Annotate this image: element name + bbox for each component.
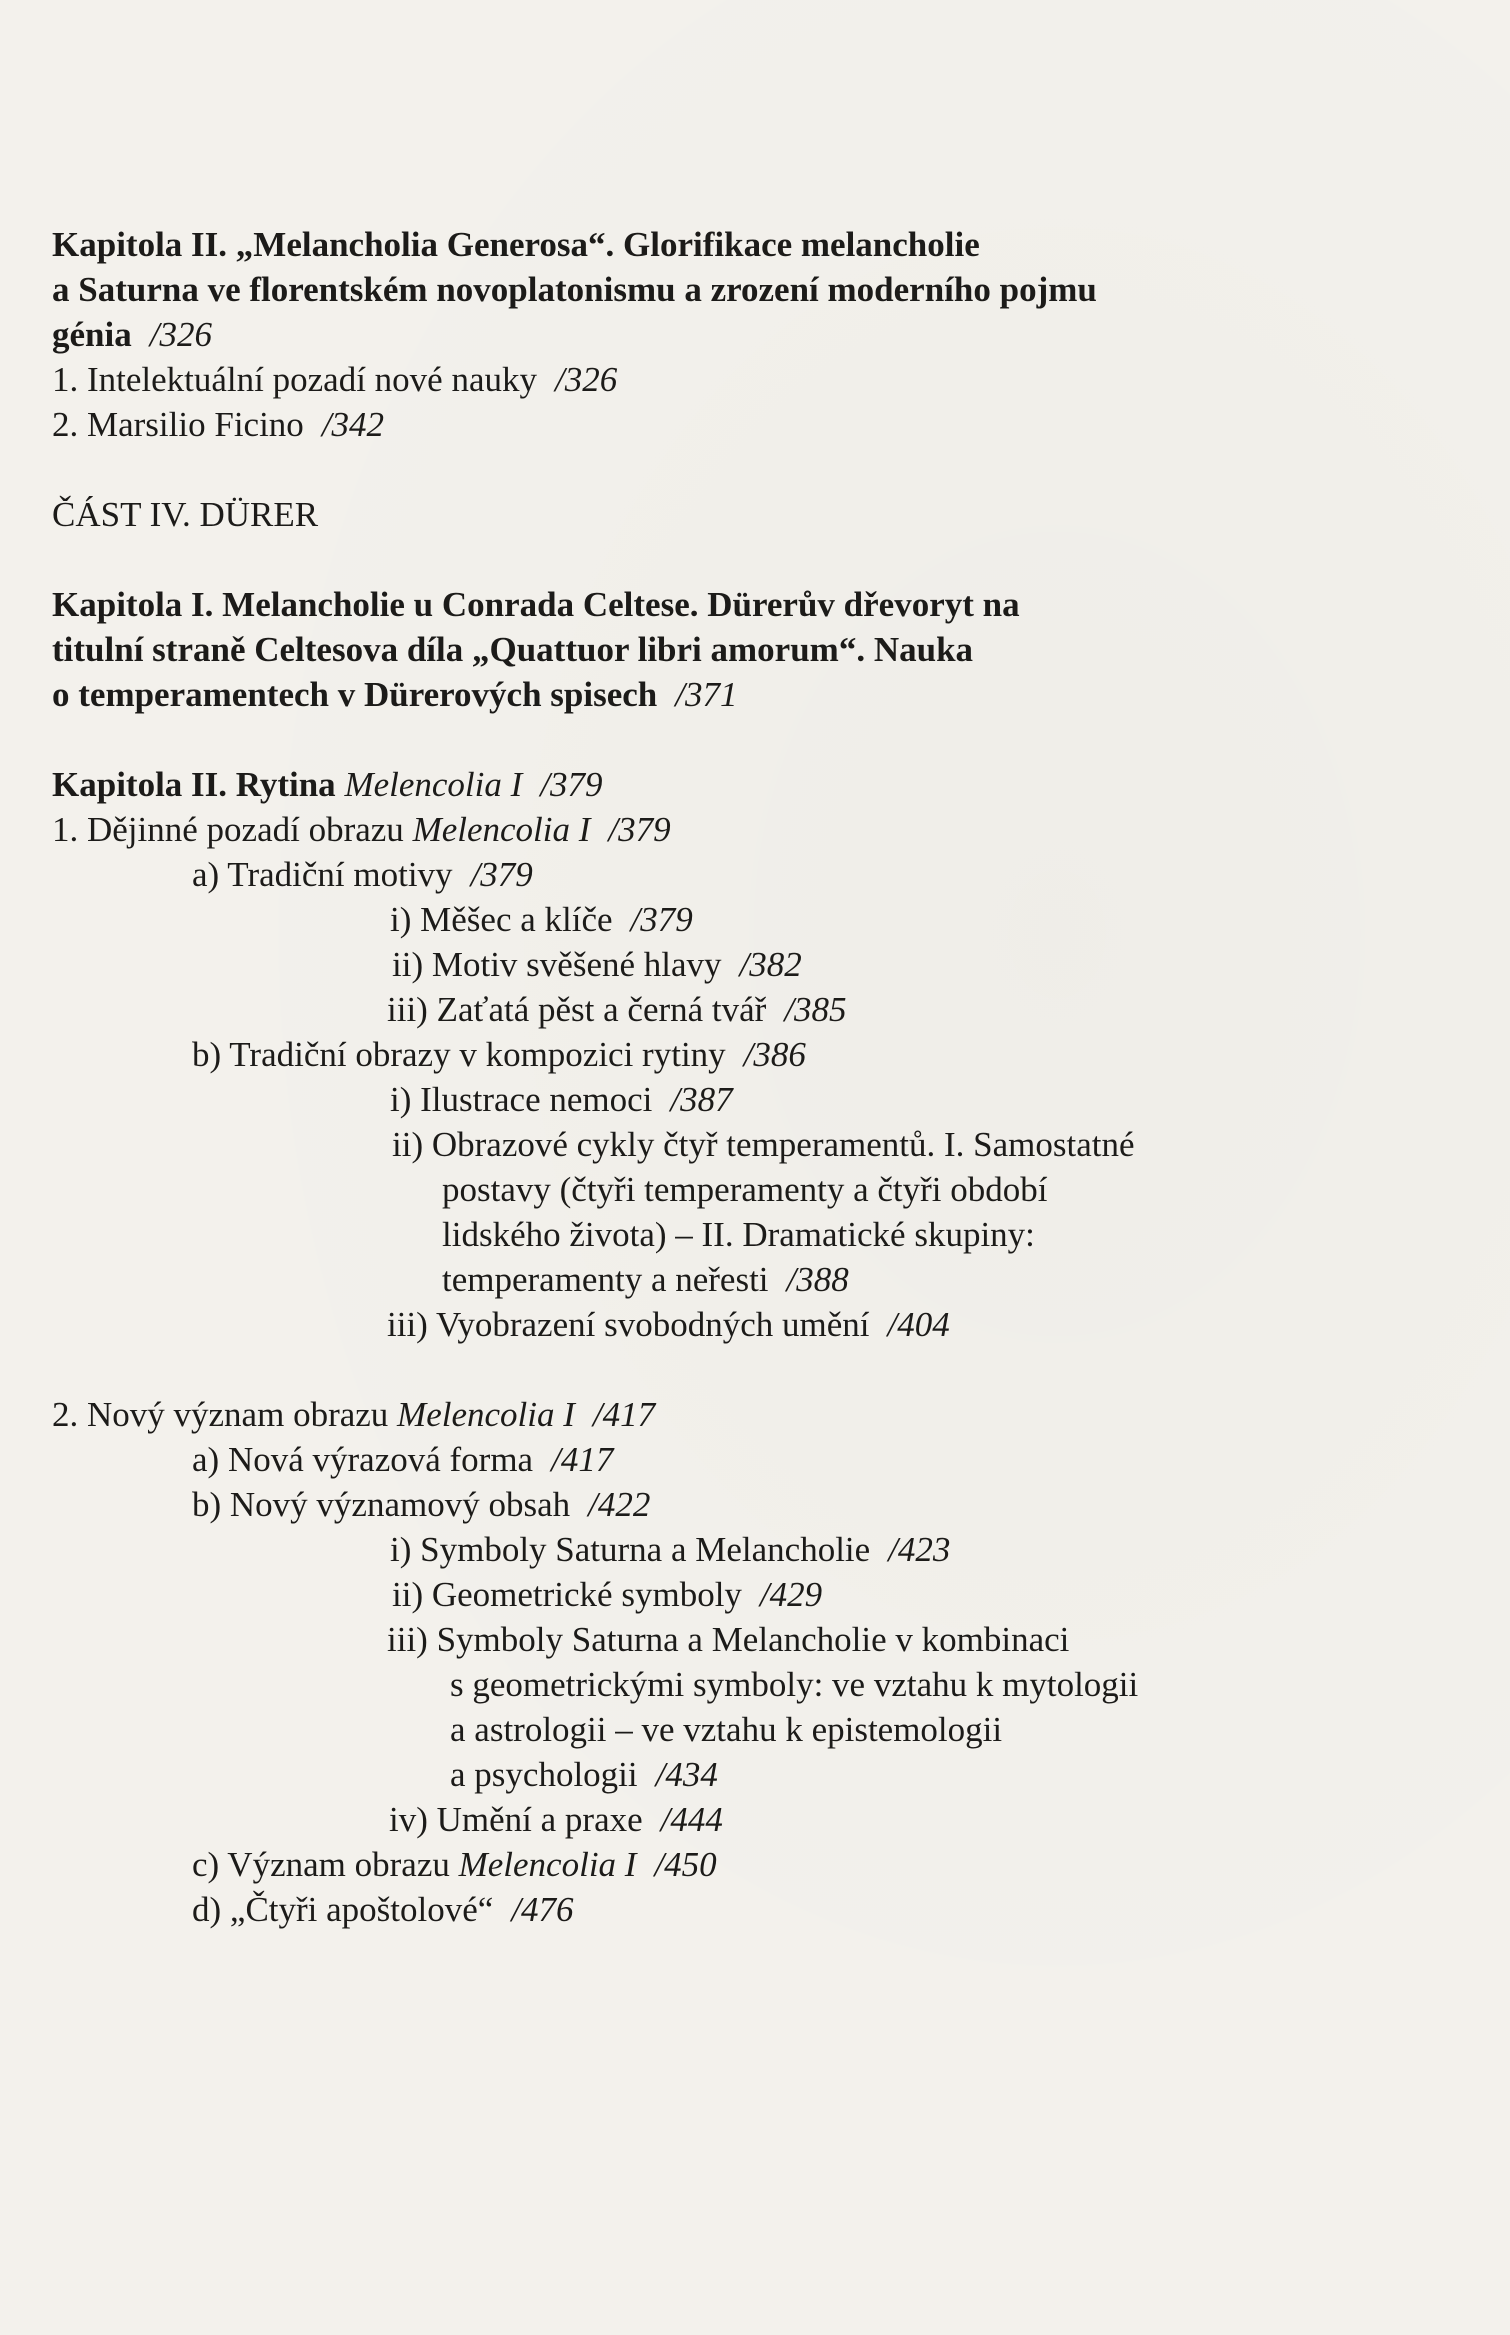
chapter-title-line	[52, 762, 1312, 807]
page-number: /326	[149, 315, 212, 354]
page-number: /423	[888, 1530, 951, 1569]
page-number: /382	[739, 945, 802, 984]
chapter-title-text: génia	[52, 315, 132, 354]
toc-entry	[52, 987, 1312, 1032]
entry-label: iii) Symboly Saturna a Melancholie v kombinaci	[387, 1620, 1070, 1659]
toc-entry	[52, 1842, 1312, 1887]
chapter-title-text: a Saturna ve florentském novoplatonismu a zrození moderního pojmu	[52, 270, 1097, 309]
toc-entry	[52, 897, 1312, 942]
spacer	[52, 447, 1312, 492]
toc-entry-continuation	[52, 1212, 1312, 1257]
toc-entry	[52, 1077, 1312, 1122]
entry-label: b) Tradiční obrazy v kompozici rytiny	[192, 1035, 726, 1074]
page-number: /379	[470, 855, 533, 894]
artwork-title: Melencolia I	[412, 810, 591, 849]
entry-label: 2. Marsilio Ficino	[52, 405, 304, 444]
page-number: /371	[675, 675, 738, 714]
entry-label: s geometrickými symboly: ve vztahu k mytologii	[450, 1665, 1139, 1704]
toc-entry	[52, 1482, 1312, 1527]
spacer	[52, 1347, 1312, 1392]
toc-entry	[52, 1437, 1312, 1482]
entry-label: iii) Vyobrazení svobodných umění	[387, 1305, 870, 1344]
page-number: /379	[630, 900, 693, 939]
entry-label: d) „Čtyři apoštolové“	[192, 1890, 494, 1929]
part-heading	[52, 492, 1312, 537]
toc-entry	[52, 1122, 1312, 1167]
page-number: /417	[592, 1395, 656, 1434]
entry-label: a) Nová výrazová forma	[192, 1440, 534, 1479]
toc-entry	[52, 1572, 1312, 1617]
chapter-title-line	[52, 267, 1312, 312]
page-number: /429	[759, 1575, 823, 1614]
entry-label: ii) Obrazové cykly čtyř temperamentů. I. Samostatné	[392, 1125, 1135, 1164]
page-number: /450	[654, 1845, 717, 1884]
toc-entry-continuation	[52, 1167, 1312, 1212]
chapter-title-line	[52, 582, 1312, 627]
spacer	[52, 537, 1312, 582]
artwork-title: Melencolia I	[344, 765, 523, 804]
chapter-title-text: Kapitola I. Melancholie u Conrada Celtese. Dürerův dřevoryt na	[52, 585, 1020, 624]
page-number: /386	[743, 1035, 806, 1074]
entry-label: a) Tradiční motivy	[192, 855, 453, 894]
page-number: /379	[608, 810, 671, 849]
entry-label: ii) Motiv svěšené hlavy	[392, 945, 722, 984]
page-number: /387	[670, 1080, 733, 1119]
chapter-title-line	[52, 627, 1312, 672]
page-number: /379	[540, 765, 603, 804]
entry-label: i) Symboly Saturna a Melancholie	[390, 1530, 871, 1569]
entry-label: temperamenty a neřesti	[442, 1260, 769, 1299]
toc-entry	[52, 1617, 1312, 1662]
entry-label: lidského života) – II. Dramatické skupiny:	[442, 1215, 1035, 1254]
page-number: /476	[511, 1890, 574, 1929]
toc-entry	[52, 1302, 1312, 1347]
chapter-title-line	[52, 312, 1312, 357]
toc-entry	[52, 1797, 1312, 1842]
entry-label: iv) Umění a praxe	[389, 1800, 643, 1839]
toc-entry	[52, 807, 1312, 852]
entry-label: 1. Dějinné pozadí obrazu	[52, 810, 404, 849]
toc-entry-continuation	[52, 1707, 1312, 1752]
chapter-title-text: titulní straně Celtesova díla „Quattuor libri amorum“. Nauka	[52, 630, 974, 669]
entry-label: ii) Geometrické symboly	[392, 1575, 742, 1614]
toc-entry	[52, 1527, 1312, 1572]
page-number: /388	[786, 1260, 849, 1299]
page-number: /385	[784, 990, 847, 1029]
page-number: /404	[887, 1305, 950, 1344]
entry-label: a psychologii	[450, 1755, 638, 1794]
entry-label: 1. Intelektuální pozadí nové nauky	[52, 360, 537, 399]
entry-label: postavy (čtyři temperamenty a čtyři období	[442, 1170, 1048, 1209]
page-number: /417	[551, 1440, 614, 1479]
chapter-title-text: o temperamentech v Dürerových spisech	[52, 675, 658, 714]
page-number: /326	[555, 360, 618, 399]
page-number: /422	[588, 1485, 651, 1524]
entry-label: c) Význam obrazu	[192, 1845, 450, 1884]
toc-entry	[52, 1392, 1312, 1437]
entry-label: i) Ilustrace nemoci	[390, 1080, 653, 1119]
page-number: /444	[660, 1800, 723, 1839]
toc-entry-continuation	[52, 1257, 1312, 1302]
toc-entry	[52, 942, 1312, 987]
toc-entry	[52, 402, 1312, 447]
table-of-contents	[52, 222, 1312, 1932]
chapter-title-line	[52, 672, 1312, 717]
page-number: /342	[321, 405, 385, 444]
entry-label: iii) Zaťatá pěst a černá tvář	[387, 990, 767, 1029]
page-number: /434	[655, 1755, 718, 1794]
toc-entry	[52, 1887, 1312, 1932]
chapter-title-text: Kapitola II. „Melancholia Generosa“. Glorifikace melancholie	[52, 225, 980, 264]
toc-entry	[52, 852, 1312, 897]
chapter-title-text: Kapitola II. Rytina	[52, 765, 336, 804]
part-heading-text: ČÁST IV. DÜRER	[52, 495, 319, 534]
toc-entry	[52, 1032, 1312, 1077]
entry-label: i) Měšec a klíče	[390, 900, 613, 939]
chapter-title-line	[52, 222, 1312, 267]
toc-entry	[52, 357, 1312, 402]
entry-label: a astrologii – ve vztahu k epistemologii	[450, 1710, 1003, 1749]
toc-entry-continuation	[52, 1752, 1312, 1797]
entry-label: b) Nový významový obsah	[192, 1485, 571, 1524]
toc-entry-continuation	[52, 1662, 1312, 1707]
spacer	[52, 717, 1312, 762]
entry-label: 2. Nový význam obrazu	[52, 1395, 389, 1434]
artwork-title: Melencolia I	[458, 1845, 637, 1884]
artwork-title: Melencolia I	[397, 1395, 575, 1434]
